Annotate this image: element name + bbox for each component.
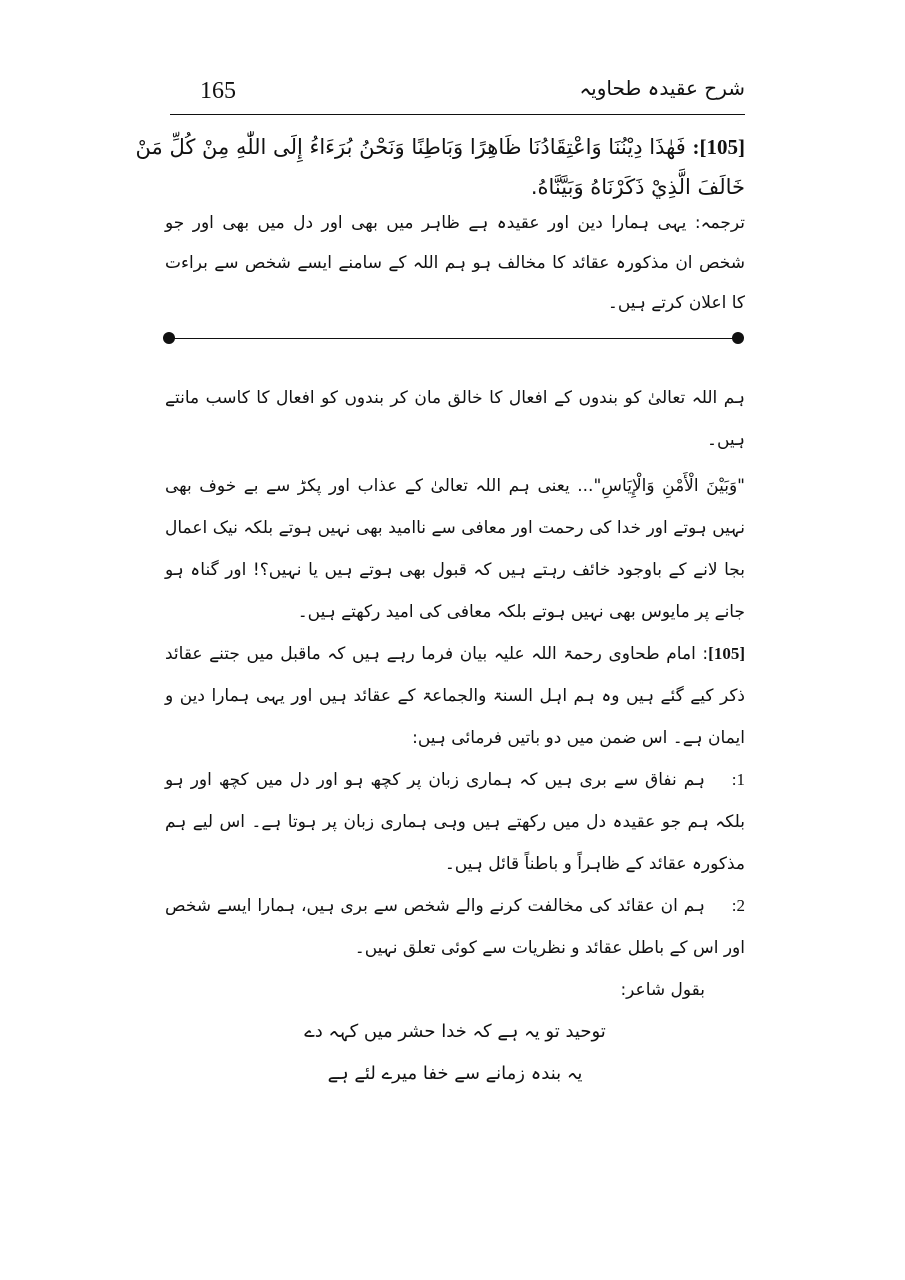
point-1-number: 1: (731, 770, 745, 789)
paragraph-3 (165, 633, 745, 759)
point-2 (165, 885, 745, 969)
verse-line-2: یہ بندہ زمانے سے خفا میرے لئے ہے (327, 1063, 583, 1084)
paragraph-3-text: : امام طحاوی رحمۃ اللہ علیہ بیان فرما رہے ہیں کہ ماقبل میں جتنے عقائد ذکر کیے گئے ہیں وہ ہم اہل السنۃ والجماعۃ کے عقائد ہیں اور یہی ہمارا دین و ایمان ہے۔ اس ضمن میں دو باتیں فرمائی ہیں: (165, 644, 745, 748)
commentary-body (165, 377, 745, 1095)
paragraph-1: ہم اللہ تعالیٰ کو بندوں کے افعال کا خالق مان کر بندوں کو افعال کا کاسب مانتے ہیں۔ (165, 388, 745, 450)
page-header (170, 70, 745, 115)
verse-line-1: توحید تو یہ ہے کہ خدا حشر میں کہہ دے (304, 1021, 606, 1042)
arabic-text-block (135, 127, 745, 207)
point-1-text: ہم نفاق سے بری ہیں کہ ہماری زبان پر کچھ ہو اور دل میں کچھ اور ہو بلکہ ہم جو عقیدہ دل میں رکھتے ہیں وہی ہماری زبان پر ہوتا ہے۔ اس لیے ہم مذکورہ عقائد کے ظاہراً و باطناً قائل ہیں۔ (165, 770, 745, 874)
section-divider (170, 338, 738, 339)
paragraph-2: "وَبَيْنَ الْأَمْنِ وَالْإِيَاسِ"... یعنی ہم اللہ تعالیٰ کے عذاب اور پکڑ سے بے خوف بھی نہیں ہوتے اور خدا کی رحمت اور معافی سے ناامید بھی نہیں ہوتے بلکہ نیک اعمال بجا لانے کے باوجود خائف رہتے ہیں کہ قبول بھی ہوتے ہیں یا نہیں؟! اور گناہ ہو جانے پر مایوس بھی نہیں ہوتے بلکہ معافی کی امید رکھتے ہیں۔ (165, 476, 745, 622)
point-1 (165, 759, 745, 885)
book-title: شرح عقیدہ طحاویہ (579, 76, 745, 100)
poet-label: بقول شاعر: (620, 980, 705, 1000)
paragraph-3-number: [105] (708, 644, 745, 663)
page-number: 165 (200, 78, 236, 104)
translation-paragraph: ترجمہ: یہی ہمارا دین اور عقیدہ ہے ظاہر میں بھی اور دل میں بھی اور جو شخص ان مذکورہ عقائد کا مخالف ہو ہم اللہ کے سامنے ایسے شخص سے براءت کا اعلان کرتے ہیں۔ (165, 213, 745, 313)
arabic-line-2: خَالَفَ الَّذِيْ ذَكَرْنَاهُ وَبَيَّنَّاهُ. (530, 175, 745, 199)
arabic-line-1-text: فَهٰذَا دِيْنُنَا وَاعْتِقَادُنَا ظَاهِرًا وَبَاطِنًا وَنَحْنُ بُرَءَاءُ إِلَى اللّٰهِ مِنْ كُلِّ مَنْ (135, 135, 686, 159)
point-2-text: ہم ان عقائد کی مخالفت کرنے والے شخص سے بری ہیں، ہمارا ایسے شخص اور اس کے باطل عقائد و نظریات سے کوئی تعلق نہیں۔ (165, 896, 745, 958)
point-2-number: 2: (731, 896, 745, 915)
divider-dot-right (732, 332, 744, 344)
divider-dot-left (163, 332, 175, 344)
section-number: [105]: (692, 135, 745, 159)
arabic-line-1 (135, 127, 745, 167)
